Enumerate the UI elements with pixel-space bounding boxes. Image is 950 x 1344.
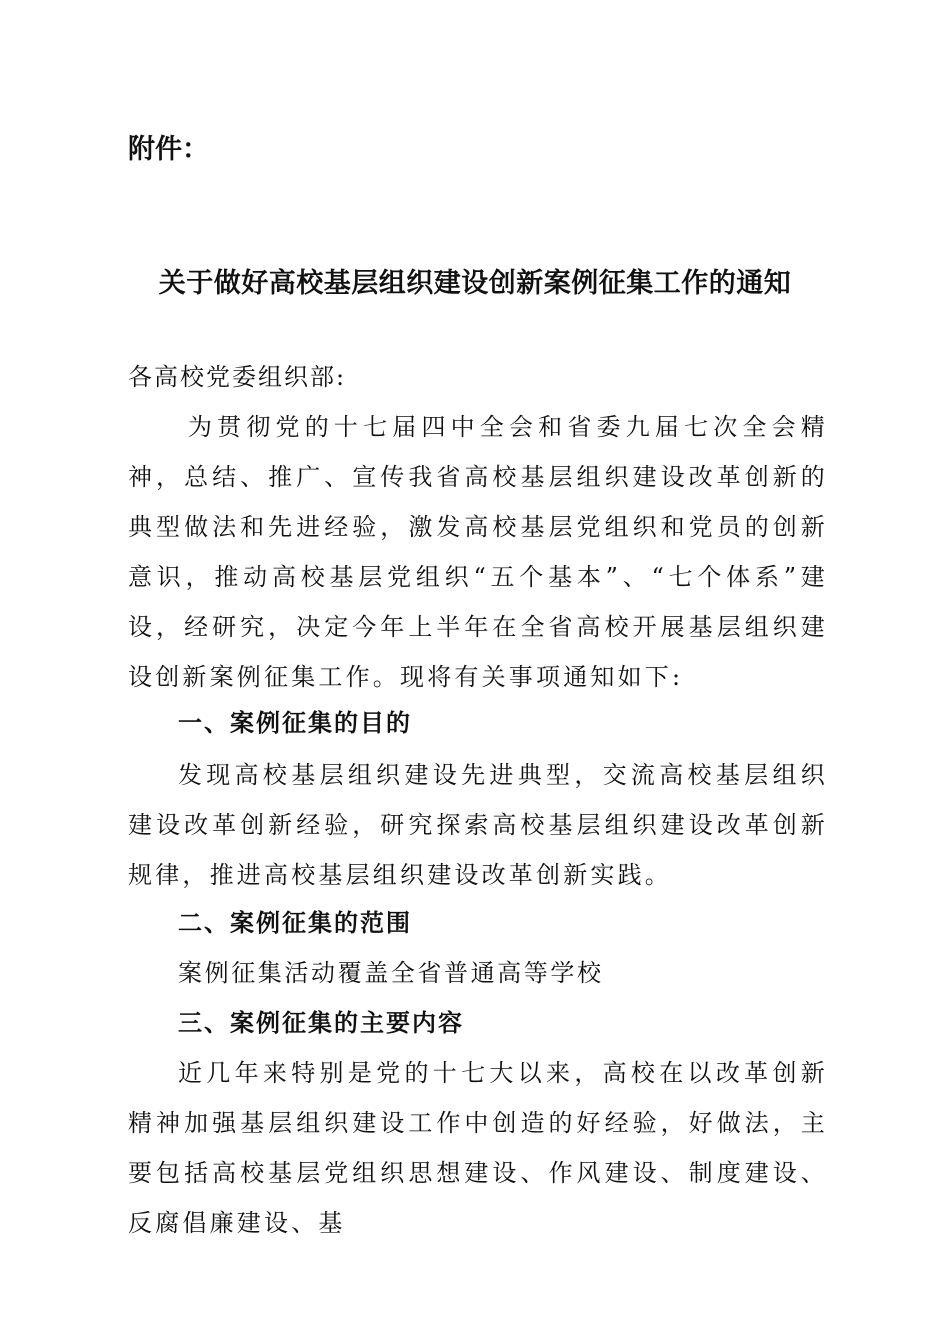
paragraph-content: 近几年来特别是党的十七大以来，高校在以改革创新精神加强基层组织建设工作中创造的好经验，好做法，主要包括高校基层党组织思想建设、作风建设、制度建设、反腐倡廉建设、基 [128,1059,828,1237]
paragraph-purpose: 发现高校基层组织建设先进典型，交流高校基层组织建设改革创新经验，研究探索高校基层组织建设改革创新规律，推进高校基层组织建设改革创新实践。 [128,761,828,889]
section-heading-scope: 二、案例征集的范围 [178,909,412,937]
attachment-label: 附件： [128,134,209,165]
salutation: 各高校党委组织部: [128,363,347,391]
section-heading-content: 三、案例征集的主要内容 [178,1009,464,1037]
paragraph-scope: 案例征集活动覆盖全省普通高等学校 [178,959,604,987]
section-heading-purpose: 一、案例征集的目的 [178,709,412,737]
document-title: 关于做好高校基层组织建设创新案例征集工作的通知 [158,268,792,299]
paragraph-intro: 为贯彻党的十七届四中全会和省委九届七次全会精神，总结、推广、宣传我省高校基层组织建设改革创新的典型做法和先进经验，激发高校基层党组织和党员的创新意识，推动高校基层党组织“五个基本”、“七个体系”建设，经研究，决定今年上半年在全省高校开展基层组织建设创新案例征集工作。现将有关事项通知如下: [128,413,828,691]
